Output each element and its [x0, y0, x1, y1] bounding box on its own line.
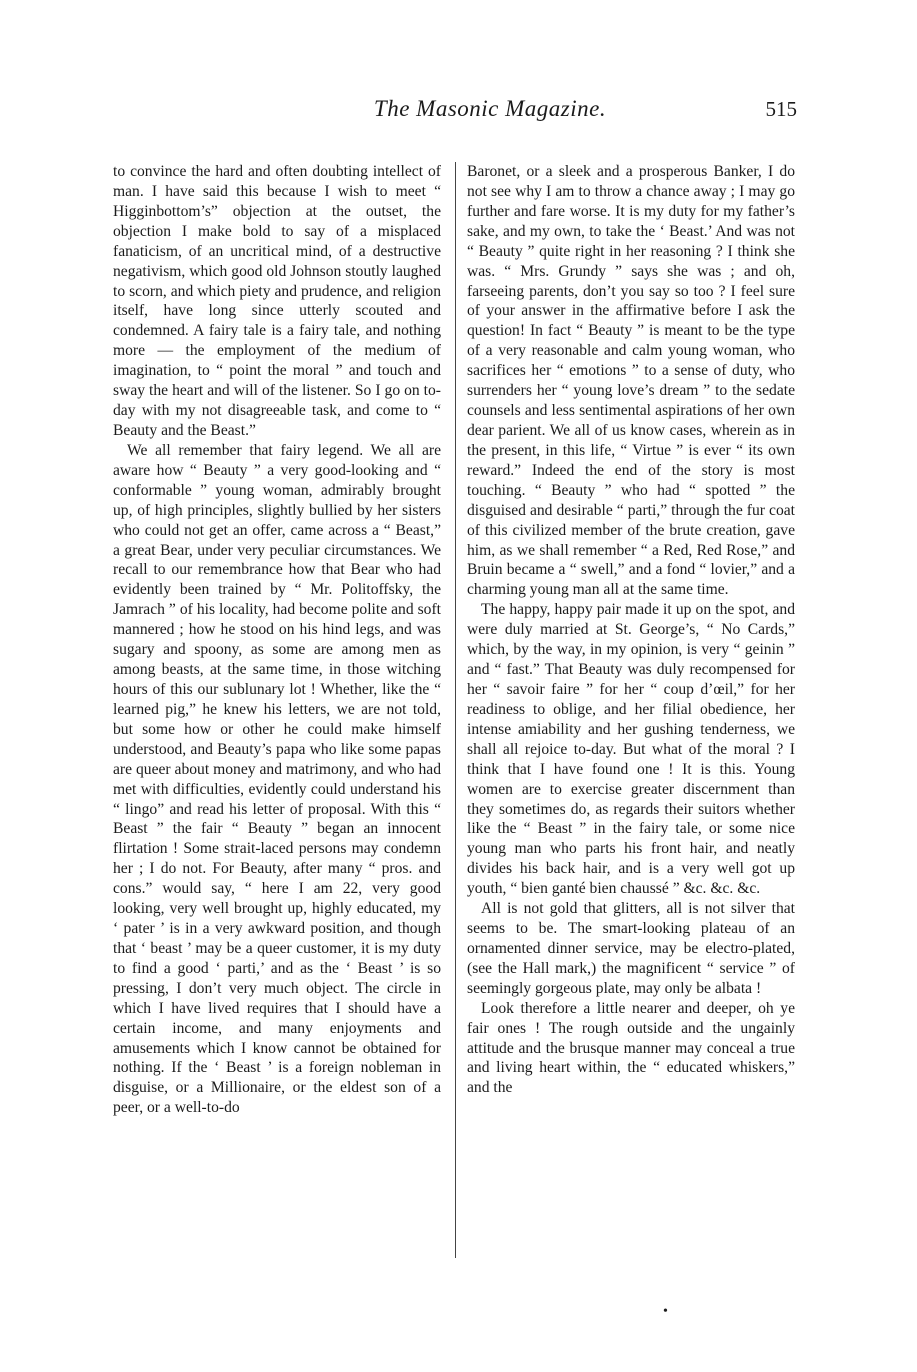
paragraph: Baronet, or a sleek and a prosperous Banker, I do not see why I am to throw a chance away ; I may go further and fare worse. It is my duty for my father’s sake, and my own, to take the ‘ Beast.’ And was not “ Beauty ” quite right in her reasoning ? I think she was. “ Mrs. Grundy ” says she was ; and oh, farseeing parents, don’t you say so too ? I feel sure of your answer in the affirmative before I ask the question! In fact “ Beauty ” is meant to be the type of a very reasonable and calm young woman, who sacrifices her “ emotions ” to a sense of duty, who surrenders her “ young love’s dream ” to the sedate counsels and less sentimental aspirations of her own dear parient. We all of us know cases, wherein as in the present, in this life, “ Virtue ” is ever “ its own reward.” Indeed the end of the story is most touching. “ Beauty ” who had “ spotted ” the disguised and desirable “ parti,” through the fur coat of this civilized member of the brute creation, gave him, as we shall remember “ a Red, Red Rose,” and Bruin became a “ swell,” and a fond “ lovier,” and a charming young man all at the same time.: [467, 163, 795, 599]
running-header-title: The Masonic Magazine.: [373, 96, 607, 121]
paragraph: The happy, happy pair made it up on the spot, and were duly married at St. George’s, “ No Cards,” which, by the way, in my opinion, is very “ geinin ” and “ fast.” That Beauty was duly recompensed for her “ savoir faire ” for her “ coup d’œil,” for her readiness to oblige, and her filial obedience, her intense amiability and her gushing tenderness, we shall all rejoice to-day. But what of the moral ? I think that I have found one ! It is this. Young women are to exercise greater discernment than they sometimes do, as regards their suitors whether like the “ Beast ” in the fairy tale, or some nice young man who parts his front hair, and neatly divides his back hair, and is a very well got up youth, “ bien ganté bien chaussé ” &c. &c. &c.: [467, 601, 795, 898]
paragraph: All is not gold that glitters, all is not silver that seems to be. The smart-looking plateau of an ornamented dinner service, may be electro-plated, (see the Hall mark,) the magnificent “ service ” of seemingly gorgeous plate, may only be albata !: [467, 900, 795, 997]
footer-dot: •: [663, 1304, 668, 1319]
right-column: [467, 162, 795, 1098]
page-number: 515: [765, 97, 797, 121]
paragraph: Look therefore a little nearer and deeper, oh ye fair ones ! The rough outside and the ungainly attitude and the brusque manner may conceal a true and living heart within, the “ educated whiskers,” and the: [467, 999, 795, 1097]
paragraph: to convince the hard and often doubting intellect of man. I have said this because I wish to meet “ Higginbottom’s” objection at the outset, the objection I make bold to say of a misplaced fanaticism, of an uncritical mind, of a destructive negativism, which good old Johnson stoutly laughed to scorn, and which piety and prudence, and religion itself, have long since utterly scouted and condemned. A fairy tale is a fairy tale, and nothing more — the employment of the medium of imagination, to “ point the moral ” and touch and sway the heart and will of the listener. So I go on to-day with my not disagreeable task, and come to “ Beauty and the Beast.”: [113, 163, 441, 439]
paragraph: We all remember that fairy legend. We all are aware how “ Beauty ” a very good-looking and “ conformable ” young woman, admirably brought up, of high principles, slightly bullied by her sisters who could not get an offer, came across a “ Beast,” a great Bear, under very peculiar circumstances. We recall to our remembrance how that Bear who had evidently been trained by “ Mr. Politoffsky, the Jamrach ” of his locality, had become polite and soft mannered ; how he stood on his hind legs, and was sugary and spoony, as some are among men as among beasts, at the same time, in those witching hours of this our sublunary lot ! Whether, like the “ learned pig,” he knew his letters, we are not told, but some how or other he could make himself understood, and Beauty’s papa who like some papas are queer about money and matrimony, and who had met with difficulties, evidently could understand his “ lingo” and read his letter of proposal. With this “ Beast ” the fair “ Beauty ” began an innocent flirtation ! Some strait-laced persons may condemn her ; I do not. For Beauty, after many “ pros. and cons.” would say, “ here I am 22, very good looking, very well brought up, highly educated, my ‘ pater ’ is in a very awkward position, and though that ‘ beast ’ may be a queer customer, it is my duty to find a good ‘ parti,’ and as the ‘ Beast ’ is so pressing, I don’t very much object. The circle in which I have lived requires that I should have a certain income, and many enjoyments and amusements which I know cannot be obtained for nothing. If the ‘ Beast ’ is a foreign nobleman in disguise, or a Millionaire, or the eldest son of a peer, or a well-to-do: [113, 441, 441, 1117]
column-divider: [455, 162, 456, 1258]
left-column: [113, 162, 441, 1118]
